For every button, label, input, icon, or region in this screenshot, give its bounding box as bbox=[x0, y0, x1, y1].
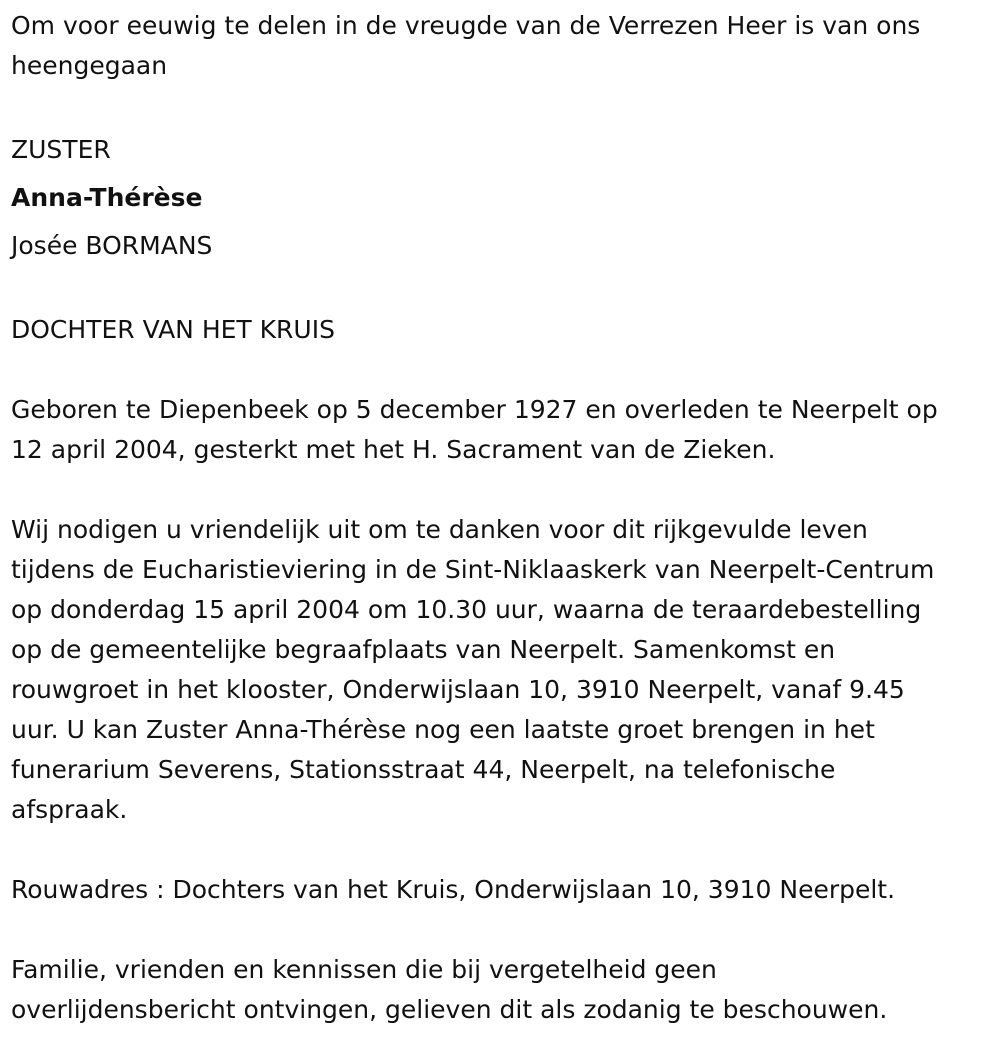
death-notice bbox=[11, 6, 996, 1030]
spacer bbox=[11, 830, 996, 870]
spacer bbox=[11, 350, 996, 390]
spacer bbox=[11, 86, 996, 126]
civil-name: Josée BORMANS bbox=[11, 231, 213, 260]
spacer bbox=[11, 910, 996, 950]
intro-text: Om voor eeuwig te delen in de vreugde van de Verrezen Heer is van ons heengegaan bbox=[11, 11, 921, 80]
order-name: DOCHTER VAN HET KRUIS bbox=[11, 315, 335, 344]
mourning-address: Rouwadres : Dochters van het Kruis, Onderwijslaan 10, 3910 Neerpelt. bbox=[11, 875, 896, 904]
spacer bbox=[11, 470, 996, 510]
religious-name: Anna-Thérèse bbox=[11, 183, 203, 212]
invitation-text: Wij nodigen u vriendelijk uit om te danken voor dit rijkgevulde leven tijdens de Eucharistieviering in de Sint-Niklaaskerk van Neerpelt-Centrum op donderdag 15 april 2004 om 10.30 uur, waarna de teraardebestelling op de gemeentelijke begraafplaats van Neerpelt. Samenkomst en rouwgroet in het klooster, Onderwijslaan 10, 3910 Neerpelt, vanaf 9.45 uur. U kan Zuster Anna-Thérèse nog een laatste groet brengen in het funerarium Severens, Stationsstraat 44, Neerpelt, na telefonische afspraak. bbox=[11, 515, 935, 824]
title-prefix: ZUSTER bbox=[11, 135, 111, 164]
closing-text: Familie, vrienden en kennissen die bij vergetelheid geen overlijdensbericht ontvingen, gelieven dit als zodanig te beschouwen. bbox=[11, 955, 888, 1024]
birth-death-text: Geboren te Diepenbeek op 5 december 1927 en overleden te Neerpelt op 12 april 2004, gesterkt met het H. Sacrament van de Zieken. bbox=[11, 395, 938, 464]
spacer bbox=[11, 270, 996, 310]
